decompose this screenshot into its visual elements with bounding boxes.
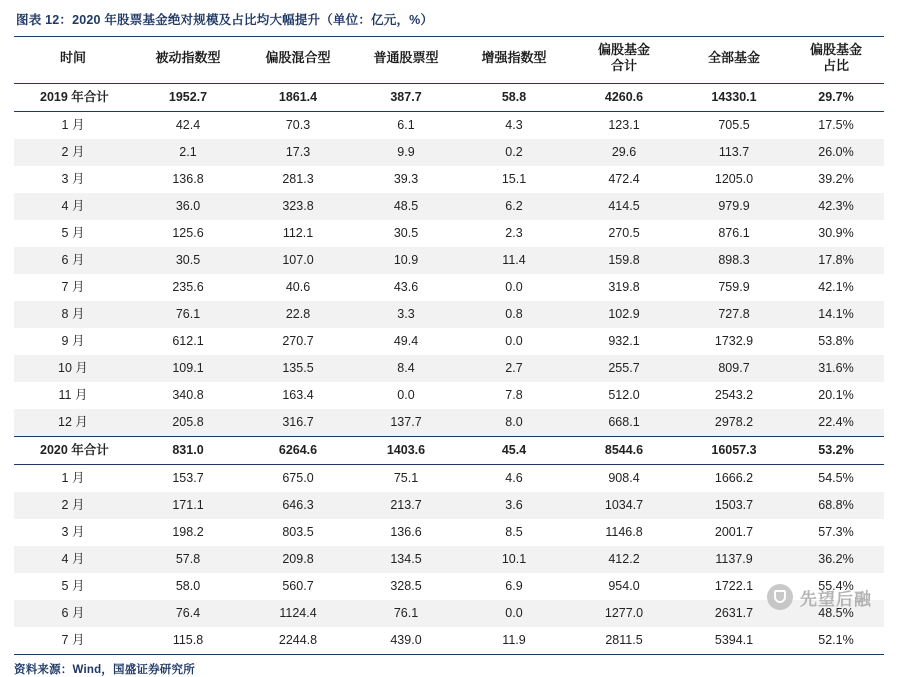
row-label: 11 月 — [58, 387, 88, 402]
table-row — [14, 111, 884, 139]
cell-value: 803.5 — [282, 524, 314, 539]
table-row — [14, 355, 884, 382]
cell-value: 134.5 — [352, 546, 460, 573]
table-row — [14, 274, 884, 301]
row-label: 1 月 — [61, 117, 85, 132]
row-label: 12 月 — [14, 409, 132, 437]
cell-value: 17.3 — [244, 139, 352, 166]
cell-value: 213.7 — [352, 492, 460, 519]
cell-value: 11.9 — [502, 632, 526, 647]
cell-value: 2.7 — [460, 355, 568, 382]
cell-value: 512.0 — [608, 387, 640, 402]
cell-value: 1861.4 — [244, 83, 352, 111]
row-label: 7 月 — [61, 632, 85, 647]
cell-value: 1034.7 — [568, 492, 680, 519]
cell-value: 1722.1 — [714, 578, 754, 593]
cell-value: 932.1 — [608, 333, 640, 348]
cell-value: 3.6 — [460, 492, 568, 519]
cell-value: 76.1 — [132, 301, 244, 328]
cell-value: 58.8 — [460, 83, 568, 111]
cell-value: 102.9 — [568, 301, 680, 328]
cell-value: 30.5 — [393, 225, 419, 240]
column-header-1: 被动指数型 — [132, 37, 244, 84]
cell-value: 8544.6 — [568, 436, 680, 464]
table-row — [14, 627, 884, 654]
cell-value: 6.2 — [460, 193, 568, 220]
cell-value: 209.8 — [244, 546, 352, 573]
cell-value: 58.0 — [175, 578, 201, 593]
table-body — [14, 83, 884, 654]
column-header-7: 偏股基金 占比 — [788, 37, 884, 84]
table-row — [14, 382, 884, 409]
cell-value: 76.4 — [132, 600, 244, 627]
cell-value: 57.3% — [818, 524, 854, 539]
cell-value: 2811.5 — [605, 632, 643, 647]
cell-value: 2631.7 — [680, 600, 788, 627]
table-row — [14, 139, 884, 166]
column-header-0: 时间 — [14, 37, 132, 84]
cell-value: 6264.6 — [244, 436, 352, 464]
cell-value: 270.7 — [282, 333, 314, 348]
row-label: 2 月 — [14, 139, 132, 166]
cell-value: 10.1 — [460, 546, 568, 573]
cell-value: 560.7 — [282, 578, 314, 593]
cell-value: 979.9 — [680, 193, 788, 220]
row-label: 2 月 — [14, 492, 132, 519]
cell-value: 113.7 — [680, 139, 788, 166]
cell-value: 159.8 — [568, 247, 680, 274]
cell-value: 53.2% — [788, 436, 884, 464]
cell-value: 115.8 — [172, 632, 204, 647]
cell-value: 340.8 — [172, 387, 204, 402]
cell-value: 316.7 — [244, 409, 352, 437]
cell-value: 4.3 — [505, 117, 523, 132]
column-header-3: 普通股票型 — [352, 37, 460, 84]
table-row — [14, 247, 884, 274]
cell-value: 412.2 — [568, 546, 680, 573]
cell-value: 39.3 — [393, 171, 419, 186]
cell-value: 55.4% — [818, 578, 854, 593]
cell-value: 53.8% — [818, 333, 854, 348]
row-label: 7 月 — [61, 279, 85, 294]
row-label: 8 月 — [14, 301, 132, 328]
cell-value: 908.4 — [608, 470, 640, 485]
cell-value: 3.3 — [352, 301, 460, 328]
cell-value: 42.4 — [175, 117, 201, 132]
source-note: 资料来源：Wind，国盛证券研究所 — [14, 663, 195, 676]
cell-value: 1403.6 — [352, 436, 460, 464]
cell-value: 4260.6 — [568, 83, 680, 111]
table-row — [14, 519, 884, 546]
cell-value: 171.1 — [132, 492, 244, 519]
cell-value: 831.0 — [132, 436, 244, 464]
cell-value: 387.7 — [352, 83, 460, 111]
figure-title: 图表 12：2020 年股票基金绝对规模及占比均大幅提升（单位：亿元，%） — [16, 13, 434, 27]
cell-value: 439.0 — [390, 632, 422, 647]
cell-value: 1666.2 — [714, 470, 754, 485]
cell-value: 45.4 — [460, 436, 568, 464]
cell-value: 205.8 — [132, 409, 244, 437]
cell-value: 22.4% — [788, 409, 884, 437]
cell-value: 40.6 — [285, 279, 311, 294]
cell-value: 2.3 — [505, 225, 523, 240]
table-total-row — [14, 436, 884, 464]
table-row — [14, 166, 884, 193]
cell-value: 0.0 — [505, 333, 523, 348]
cell-value: 52.1% — [818, 632, 854, 647]
cell-value: 1146.8 — [605, 524, 643, 539]
cell-value: 198.2 — [172, 524, 204, 539]
cell-value: 270.5 — [608, 225, 640, 240]
row-label: 4 月 — [14, 193, 132, 220]
cell-value: 1124.4 — [244, 600, 352, 627]
column-header-6: 全部基金 — [680, 37, 788, 84]
cell-value: 8.5 — [505, 524, 523, 539]
column-header-4: 增强指数型 — [460, 37, 568, 84]
cell-value: 876.1 — [718, 225, 750, 240]
table-bottom-rule — [14, 654, 884, 655]
cell-value: 0.8 — [460, 301, 568, 328]
cell-value: 1503.7 — [680, 492, 788, 519]
cell-value: 9.9 — [352, 139, 460, 166]
cell-value: 123.1 — [608, 117, 640, 132]
cell-value: 328.5 — [390, 578, 422, 593]
cell-value: 6.1 — [397, 117, 415, 132]
cell-value: 705.5 — [718, 117, 750, 132]
cell-value: 26.0% — [788, 139, 884, 166]
cell-value: 112.1 — [282, 225, 314, 240]
table-row — [14, 328, 884, 355]
cell-value: 1137.9 — [680, 546, 788, 573]
cell-value: 29.6 — [568, 139, 680, 166]
table-row — [14, 600, 884, 627]
cell-value: 759.9 — [718, 279, 750, 294]
cell-value: 11.4 — [460, 247, 568, 274]
cell-value: 2978.2 — [680, 409, 788, 437]
table-row — [14, 301, 884, 328]
cell-value: 30.5 — [132, 247, 244, 274]
cell-value: 1732.9 — [714, 333, 754, 348]
cell-value: 2244.8 — [278, 632, 318, 647]
row-label: 3 月 — [61, 524, 85, 539]
row-label: 9 月 — [61, 333, 85, 348]
cell-value: 57.8 — [132, 546, 244, 573]
cell-value: 70.3 — [285, 117, 311, 132]
cell-value: 17.5% — [818, 117, 854, 132]
row-label: 10 月 — [14, 355, 132, 382]
row-label: 4 月 — [14, 546, 132, 573]
cell-value: 323.8 — [244, 193, 352, 220]
cell-value: 2.1 — [132, 139, 244, 166]
cell-value: 76.1 — [352, 600, 460, 627]
column-header-2: 偏股混合型 — [244, 37, 352, 84]
cell-value: 17.8% — [788, 247, 884, 274]
cell-value: 163.4 — [282, 387, 314, 402]
table-row — [14, 546, 884, 573]
cell-value: 0.2 — [460, 139, 568, 166]
table-row — [14, 193, 884, 220]
cell-value: 14.1% — [788, 301, 884, 328]
cell-value: 125.6 — [172, 225, 204, 240]
cell-value: 414.5 — [568, 193, 680, 220]
cell-value: 109.1 — [132, 355, 244, 382]
cell-value: 235.6 — [172, 279, 204, 294]
watermark-label: 先望后融 — [800, 589, 872, 609]
table-header — [14, 37, 884, 84]
row-label: 5 月 — [61, 578, 85, 593]
cell-value: 255.7 — [568, 355, 680, 382]
cell-value: 42.1% — [818, 279, 854, 294]
cell-value: 54.5% — [818, 470, 854, 485]
row-label: 2019 年合计 — [14, 83, 132, 111]
cell-value: 646.3 — [244, 492, 352, 519]
cell-value: 42.3% — [788, 193, 884, 220]
cell-value: 16057.3 — [680, 436, 788, 464]
cell-value: 75.1 — [393, 470, 419, 485]
cell-value: 668.1 — [568, 409, 680, 437]
cell-value: 2543.2 — [714, 387, 754, 402]
cell-value: 36.2% — [788, 546, 884, 573]
cell-value: 136.6 — [390, 524, 422, 539]
cell-value: 0.0 — [460, 600, 568, 627]
cell-value: 48.5 — [352, 193, 460, 220]
cell-value: 36.0 — [132, 193, 244, 220]
cell-value: 809.7 — [680, 355, 788, 382]
cell-value: 281.3 — [282, 171, 314, 186]
row-label: 2020 年合计 — [14, 436, 132, 464]
cell-value: 612.1 — [172, 333, 204, 348]
cell-value: 29.7% — [788, 83, 884, 111]
cell-value: 954.0 — [608, 578, 640, 593]
cell-value: 31.6% — [788, 355, 884, 382]
table-row — [14, 573, 884, 600]
table-row — [14, 409, 884, 437]
table-row — [14, 220, 884, 247]
cell-value: 8.0 — [460, 409, 568, 437]
cell-value: 39.2% — [818, 171, 854, 186]
cell-value: 43.6 — [393, 279, 419, 294]
cell-value: 107.0 — [244, 247, 352, 274]
cell-value: 1952.7 — [132, 83, 244, 111]
row-label: 1 月 — [61, 470, 85, 485]
row-label: 5 月 — [61, 225, 85, 240]
cell-value: 0.0 — [505, 279, 523, 294]
cell-value: 49.4 — [393, 333, 419, 348]
cell-value: 22.8 — [244, 301, 352, 328]
cell-value: 1277.0 — [568, 600, 680, 627]
table-row — [14, 492, 884, 519]
cell-value: 14330.1 — [680, 83, 788, 111]
cell-value: 319.8 — [608, 279, 640, 294]
row-label: 6 月 — [14, 247, 132, 274]
cell-value: 136.8 — [172, 171, 204, 186]
cell-value: 4.6 — [505, 470, 523, 485]
cell-value: 472.4 — [608, 171, 640, 186]
cell-value: 727.8 — [680, 301, 788, 328]
cell-value: 675.0 — [282, 470, 314, 485]
cell-value: 1205.0 — [714, 171, 754, 186]
cell-value: 7.8 — [505, 387, 523, 402]
cell-value: 20.1% — [818, 387, 854, 402]
table-total-row — [14, 83, 884, 111]
row-label: 6 月 — [14, 600, 132, 627]
cell-value: 8.4 — [352, 355, 460, 382]
cell-value: 153.7 — [172, 470, 204, 485]
cell-value: 135.5 — [244, 355, 352, 382]
cell-value: 10.9 — [352, 247, 460, 274]
cell-value: 5394.1 — [714, 632, 754, 647]
data-table — [14, 36, 884, 654]
cell-value: 0.0 — [397, 387, 415, 402]
table-row — [14, 464, 884, 492]
cell-value: 68.8% — [788, 492, 884, 519]
cell-value: 30.9% — [818, 225, 854, 240]
column-header-5: 偏股基金 合计 — [568, 37, 680, 84]
cell-value: 898.3 — [680, 247, 788, 274]
cell-value: 6.9 — [505, 578, 523, 593]
table-header-row — [14, 37, 884, 84]
cell-value: 137.7 — [352, 409, 460, 437]
cell-value: 2001.7 — [714, 524, 754, 539]
row-label: 3 月 — [61, 171, 85, 186]
cell-value: 15.1 — [501, 171, 527, 186]
cell-value: 48.5% — [788, 600, 884, 627]
